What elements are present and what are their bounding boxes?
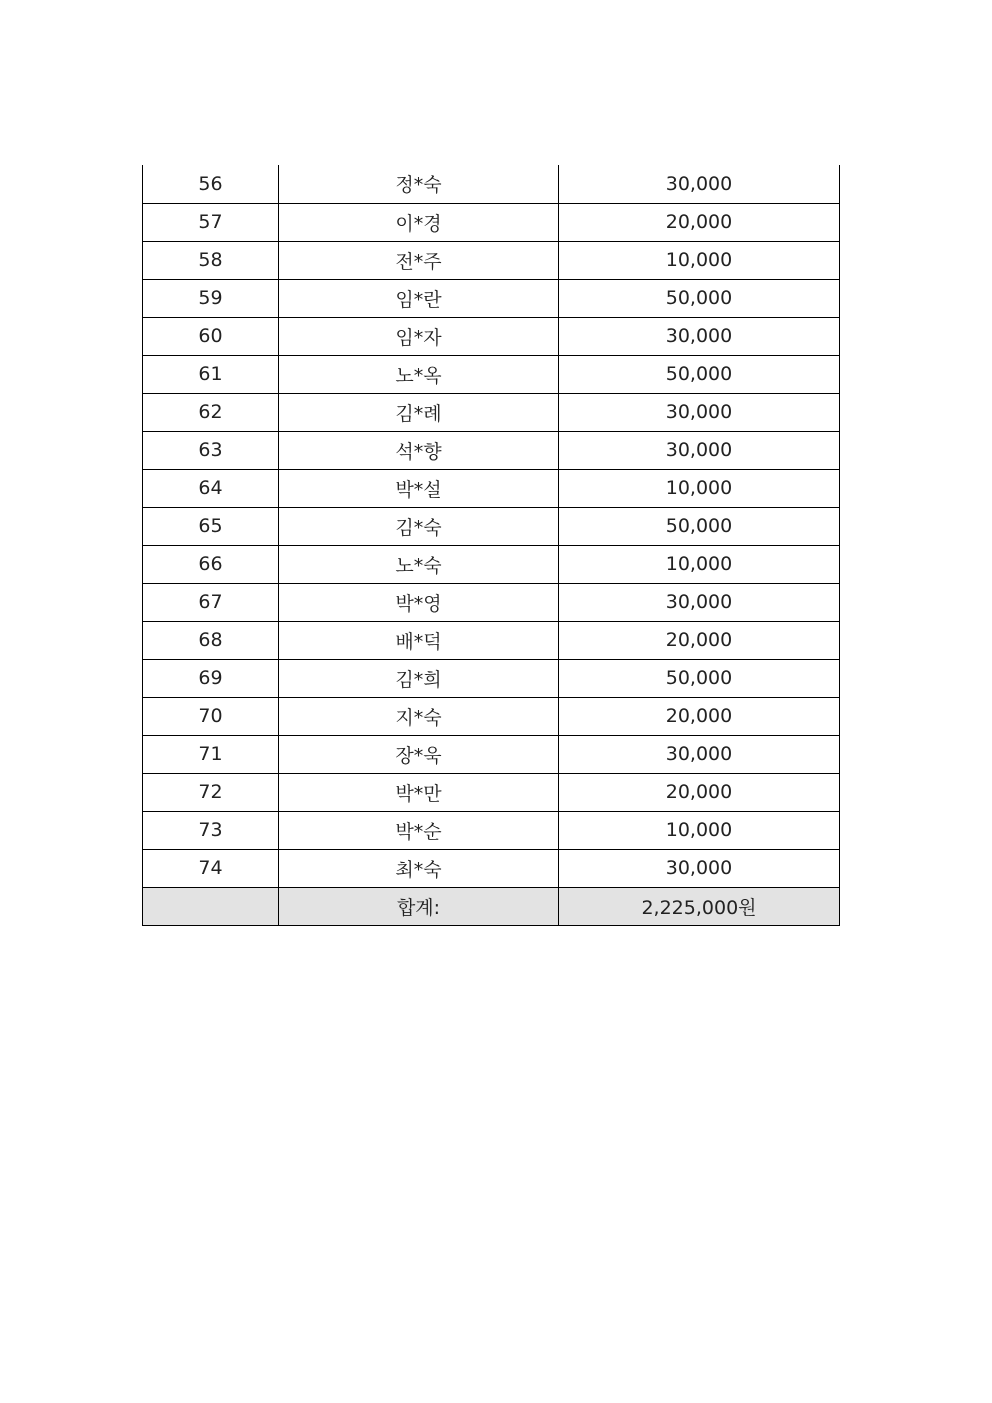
row-number-cell: 57 bbox=[143, 203, 279, 241]
donor-name-cell: 이*경 bbox=[279, 203, 559, 241]
donor-name-cell: 전*주 bbox=[279, 241, 559, 279]
row-number-cell: 73 bbox=[143, 811, 279, 849]
amount-cell: 50,000 bbox=[559, 507, 840, 545]
total-empty-cell bbox=[143, 887, 279, 925]
donor-name-cell: 석*향 bbox=[279, 431, 559, 469]
amount-cell: 30,000 bbox=[559, 849, 840, 887]
amount-cell: 30,000 bbox=[559, 317, 840, 355]
row-number-cell: 69 bbox=[143, 659, 279, 697]
row-number-cell: 62 bbox=[143, 393, 279, 431]
table-row bbox=[143, 241, 840, 279]
total-label: 합계: bbox=[279, 887, 559, 925]
amount-cell: 20,000 bbox=[559, 621, 840, 659]
row-number-cell: 74 bbox=[143, 849, 279, 887]
row-number-cell: 59 bbox=[143, 279, 279, 317]
row-number-cell: 68 bbox=[143, 621, 279, 659]
table-row bbox=[143, 659, 840, 697]
amount-cell: 50,000 bbox=[559, 355, 840, 393]
donor-name-cell: 박*순 bbox=[279, 811, 559, 849]
amount-cell: 30,000 bbox=[559, 583, 840, 621]
donor-name-cell: 박*설 bbox=[279, 469, 559, 507]
amount-cell: 50,000 bbox=[559, 279, 840, 317]
amount-cell: 10,000 bbox=[559, 811, 840, 849]
donor-name-cell: 박*만 bbox=[279, 773, 559, 811]
donor-name-cell: 임*란 bbox=[279, 279, 559, 317]
row-number-cell: 71 bbox=[143, 735, 279, 773]
row-number-cell: 72 bbox=[143, 773, 279, 811]
amount-cell: 20,000 bbox=[559, 697, 840, 735]
donor-name-cell: 김*희 bbox=[279, 659, 559, 697]
table-row bbox=[143, 811, 840, 849]
amount-cell: 30,000 bbox=[559, 393, 840, 431]
table-row bbox=[143, 203, 840, 241]
table-row bbox=[143, 431, 840, 469]
row-number-cell: 56 bbox=[143, 165, 279, 203]
donor-name-cell: 김*례 bbox=[279, 393, 559, 431]
row-number-cell: 61 bbox=[143, 355, 279, 393]
donor-name-cell: 노*옥 bbox=[279, 355, 559, 393]
row-number-cell: 65 bbox=[143, 507, 279, 545]
total-amount: 2,225,000원 bbox=[559, 887, 840, 925]
donor-name-cell: 임*자 bbox=[279, 317, 559, 355]
row-number-cell: 60 bbox=[143, 317, 279, 355]
table-row bbox=[143, 697, 840, 735]
table-row bbox=[143, 735, 840, 773]
donor-name-cell: 정*숙 bbox=[279, 165, 559, 203]
table-row bbox=[143, 355, 840, 393]
table-row bbox=[143, 469, 840, 507]
row-number-cell: 64 bbox=[143, 469, 279, 507]
table-row bbox=[143, 317, 840, 355]
row-number-cell: 67 bbox=[143, 583, 279, 621]
table-row bbox=[143, 583, 840, 621]
table-row bbox=[143, 279, 840, 317]
donor-name-cell: 배*덕 bbox=[279, 621, 559, 659]
amount-cell: 30,000 bbox=[559, 165, 840, 203]
table-body bbox=[143, 165, 840, 925]
donation-table bbox=[142, 165, 840, 926]
table-row bbox=[143, 507, 840, 545]
amount-cell: 10,000 bbox=[559, 469, 840, 507]
donor-name-cell: 장*욱 bbox=[279, 735, 559, 773]
donor-name-cell: 김*숙 bbox=[279, 507, 559, 545]
donor-name-cell: 박*영 bbox=[279, 583, 559, 621]
amount-cell: 20,000 bbox=[559, 773, 840, 811]
row-number-cell: 63 bbox=[143, 431, 279, 469]
amount-cell: 10,000 bbox=[559, 545, 840, 583]
table-row bbox=[143, 545, 840, 583]
row-number-cell: 66 bbox=[143, 545, 279, 583]
table-row bbox=[143, 165, 840, 203]
donor-name-cell: 노*숙 bbox=[279, 545, 559, 583]
amount-cell: 30,000 bbox=[559, 431, 840, 469]
table-row bbox=[143, 621, 840, 659]
amount-cell: 50,000 bbox=[559, 659, 840, 697]
table-row bbox=[143, 773, 840, 811]
total-row bbox=[143, 887, 840, 925]
table-row bbox=[143, 393, 840, 431]
donor-name-cell: 최*숙 bbox=[279, 849, 559, 887]
row-number-cell: 70 bbox=[143, 697, 279, 735]
amount-cell: 20,000 bbox=[559, 203, 840, 241]
amount-cell: 10,000 bbox=[559, 241, 840, 279]
amount-cell: 30,000 bbox=[559, 735, 840, 773]
table-row bbox=[143, 849, 840, 887]
donor-name-cell: 지*숙 bbox=[279, 697, 559, 735]
row-number-cell: 58 bbox=[143, 241, 279, 279]
